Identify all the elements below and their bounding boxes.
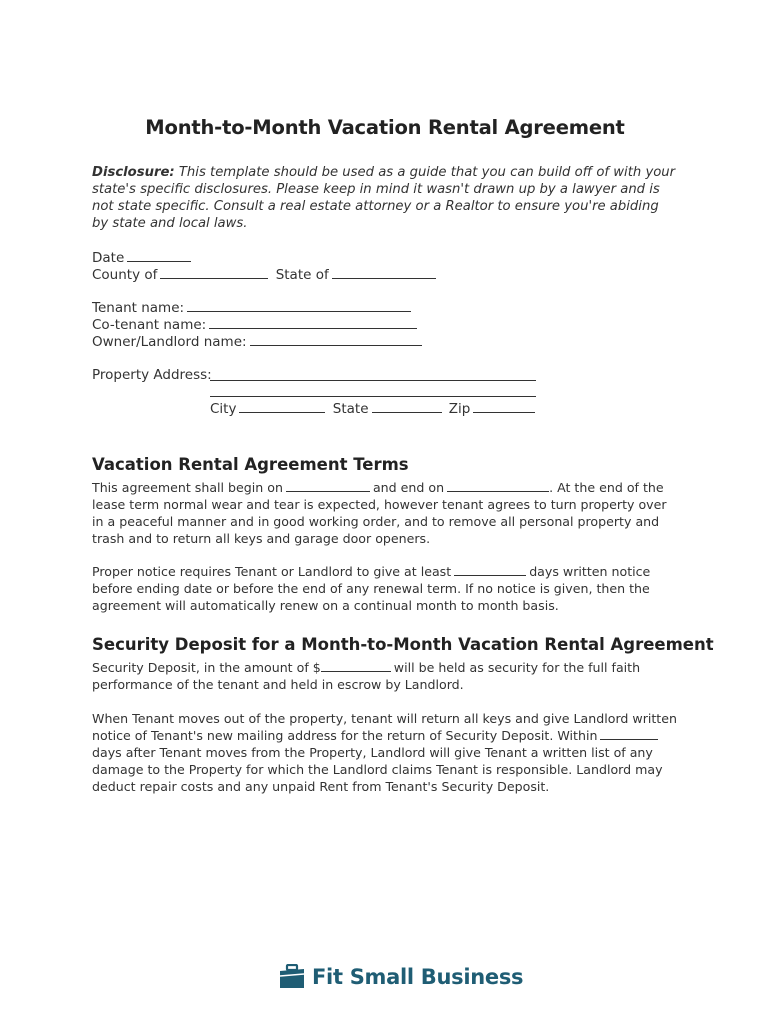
- date-label: Date: [92, 250, 125, 266]
- terms-p1-a: This agreement shall begin on: [92, 480, 283, 495]
- county-line: [92, 266, 439, 284]
- deposit-paragraph-1: [92, 659, 682, 693]
- owner-label: Owner/Landlord name:: [92, 334, 247, 350]
- county-blank[interactable]: [160, 266, 268, 279]
- tenant-blank[interactable]: [187, 299, 411, 312]
- terms-p1-c: . At the end of the: [549, 480, 664, 495]
- city-blank[interactable]: [239, 400, 325, 413]
- terms-p2-b: days written notice before: [92, 564, 651, 596]
- deposit-p1-rest: performance of the tenant and held in escrow by Landlord.: [92, 677, 464, 692]
- terms-p1-rest: lease term normal wear and tear is expected, however tenant agrees to turn property over in a peaceful manner and in good working order, and to remove all personal property and trash and to return all keys and garage door openers.: [92, 497, 667, 546]
- begin-date-blank[interactable]: [286, 479, 370, 492]
- return-days-blank[interactable]: [600, 727, 658, 740]
- deposit-p1-b: will be held as security for the full faith: [393, 660, 641, 675]
- property-line: [92, 367, 212, 384]
- cotenant-blank[interactable]: [209, 316, 417, 329]
- terms-p2-a: Proper notice requires Tenant or Landlord to give at least: [92, 564, 452, 579]
- terms-p1-b: and end on: [372, 480, 445, 495]
- state2-label: State: [332, 401, 369, 417]
- disclosure-label: Disclosure:: [92, 165, 175, 180]
- deposit-paragraph-2: [92, 710, 682, 795]
- terms-paragraph-2: [92, 563, 682, 614]
- property-blank-1[interactable]: [210, 380, 536, 381]
- property-blank-2[interactable]: [210, 396, 536, 397]
- property-label: Property Address:: [92, 367, 212, 383]
- date-line: [92, 249, 194, 267]
- county-label: County of: [92, 267, 158, 283]
- state2-blank[interactable]: [372, 400, 442, 413]
- owner-blank[interactable]: [250, 333, 422, 346]
- zip-label: Zip: [448, 401, 471, 417]
- deposit-p2-l1: When Tenant moves out of the property, tenant will return all keys and give Landlord written: [92, 711, 677, 726]
- briefcase-icon: [278, 964, 306, 990]
- disclosure-text: [92, 164, 677, 232]
- deposit-amount-blank[interactable]: [321, 659, 391, 672]
- cotenant-line: [92, 316, 420, 334]
- city-state-zip-line: [210, 400, 538, 418]
- terms-heading: Vacation Rental Agreement Terms: [92, 455, 409, 474]
- footer-logo: [278, 962, 523, 992]
- deposit-heading: Security Deposit for a Month-to-Month Vacation Rental Agreement: [92, 635, 714, 654]
- terms-p2-rest: ending date or before the end of any renewal term. If no notice is given, then the agreement will automatically renew on a continual month to month basis.: [92, 581, 650, 613]
- deposit-p2-rest: after Tenant moves from the Property, Landlord will give Tenant a written list of any damage to the Property for which the Landlord claims Tenant is responsible. Landlord may deduct repair costs and any unpaid Rent from Tenant's Security Deposit.: [92, 745, 663, 794]
- tenant-line: [92, 299, 414, 317]
- state-label: State of: [275, 267, 329, 283]
- deposit-p2-l2a: notice of Tenant's new mailing address for the return of Security Deposit. Within: [92, 728, 598, 743]
- end-date-blank[interactable]: [447, 479, 549, 492]
- city-label: City: [210, 401, 237, 417]
- terms-paragraph-1: [92, 479, 682, 547]
- deposit-p1-a: Security Deposit, in the amount of $: [92, 660, 321, 675]
- notice-days-blank[interactable]: [454, 563, 526, 576]
- page-title: Month-to-Month Vacation Rental Agreement: [145, 116, 625, 139]
- tenant-label: Tenant name:: [92, 300, 185, 316]
- date-blank[interactable]: [127, 249, 191, 262]
- cotenant-label: Co-tenant name:: [92, 317, 207, 333]
- deposit-p2-l2b: days: [92, 745, 122, 760]
- disclosure-body: This template should be used as a guide that you can build off of with your state's specific disclosures. Please keep in mind it wasn't drawn up by a lawyer and is not state specific. Consult a real estate attorney or a Realtor to ensure you're abiding by state and local laws.: [92, 165, 676, 231]
- owner-line: [92, 333, 425, 351]
- state-blank[interactable]: [332, 266, 436, 279]
- zip-blank[interactable]: [473, 400, 535, 413]
- logo-text: Fit Small Business: [312, 965, 524, 989]
